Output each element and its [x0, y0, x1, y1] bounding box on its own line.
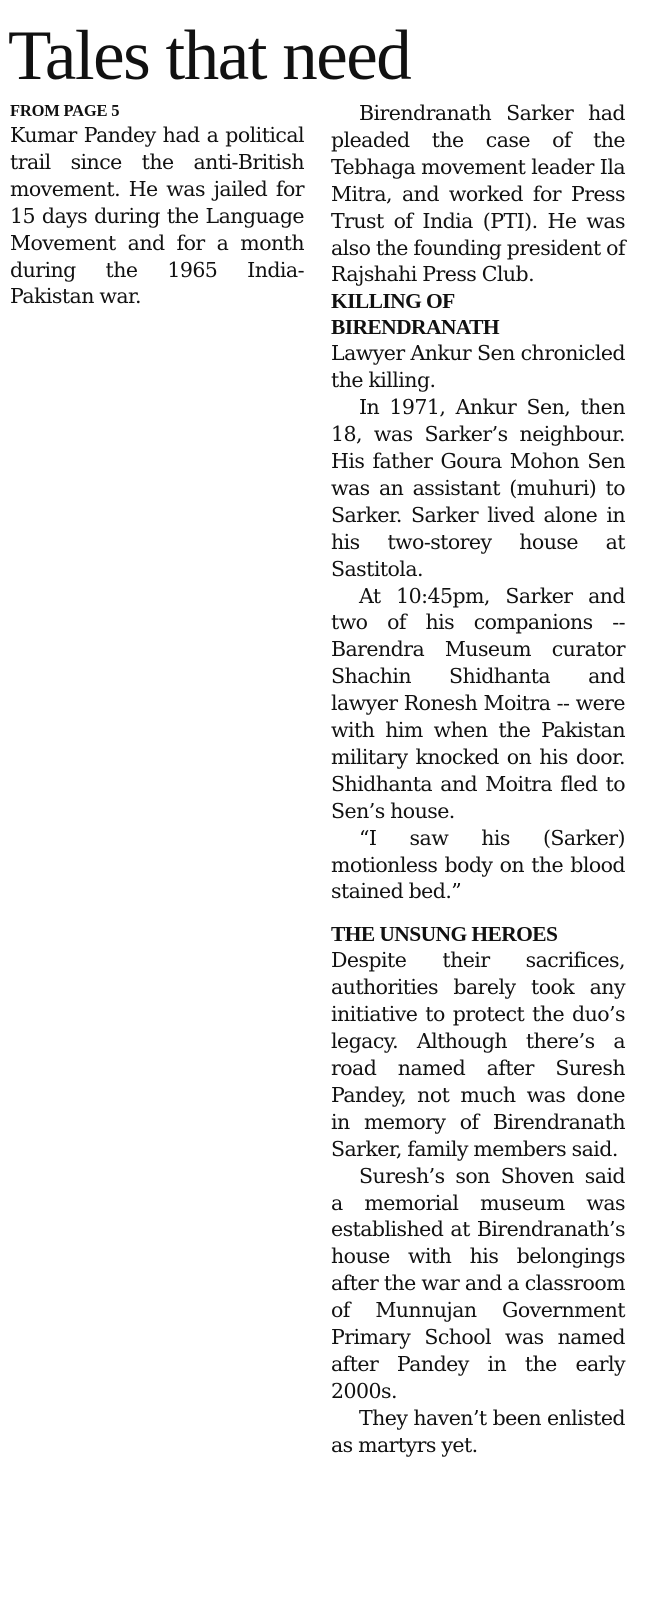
article-paragraph: Lawyer Ankur Sen chronicled the killing. — [331, 341, 625, 393]
article-paragraph: Suresh’s son Shoven said a memorial museum was established at Birendranath’s house with his belongings after the war and a classroom of Munnujan Government Primary School was named after Pandey in the early 2000s. — [331, 1163, 625, 1403]
article-paragraph: Despite their sacrifices, authorities barely took any initiative to protect the duo’s legacy. Although there’s a road named after Suresh Pandey, not much was done in memory of Birendranath Sarker, family members said. — [331, 948, 625, 1161]
article-paragraph: They haven’t been enlisted as martyrs yet. — [331, 1405, 625, 1457]
article-paragraph: Birendranath Sarker had pleaded the case of the Tebhaga movement leader Ila Mitra, and worked for Press Trust of India (PTI). He was also the founding president of Rajshahi Press Club. — [331, 101, 625, 287]
left-column — [10, 100, 304, 310]
section-subhead-killing: KILLING OF BIRENDRANATH — [331, 289, 500, 340]
headline: Tales that need — [8, 17, 411, 95]
section-subhead-unsung-heroes: THE UNSUNG HEROES — [331, 922, 558, 947]
jump-line: FROM PAGE 5 — [10, 101, 120, 120]
article-paragraph: At 10:45pm, Sarker and two of his companions -- Barendra Museum curator Shachin Shidhanta and lawyer Ronesh Moitra -- were with him when the Pakistan military knocked on his door. Shidhanta and Moitra fled to Sen’s house. — [331, 583, 625, 823]
right-column — [331, 100, 625, 1459]
article-paragraph: In 1971, Ankur Sen, then 18, was Sarker’s neighbour. His father Goura Mohon Sen was an assistant (muhuri) to Sarker. Sarker lived alone in his two-storey house at Sastitola. — [331, 395, 625, 581]
quote-paragraph: “I saw his (Sarker) motionless body on the blood stained bed.” — [331, 825, 625, 904]
article-paragraph: Kumar Pandey had a political trail since the anti-British movement. He was jailed for 15 days during the Language Movement and for a month during the 1965 India-Pakistan war. — [10, 123, 304, 309]
